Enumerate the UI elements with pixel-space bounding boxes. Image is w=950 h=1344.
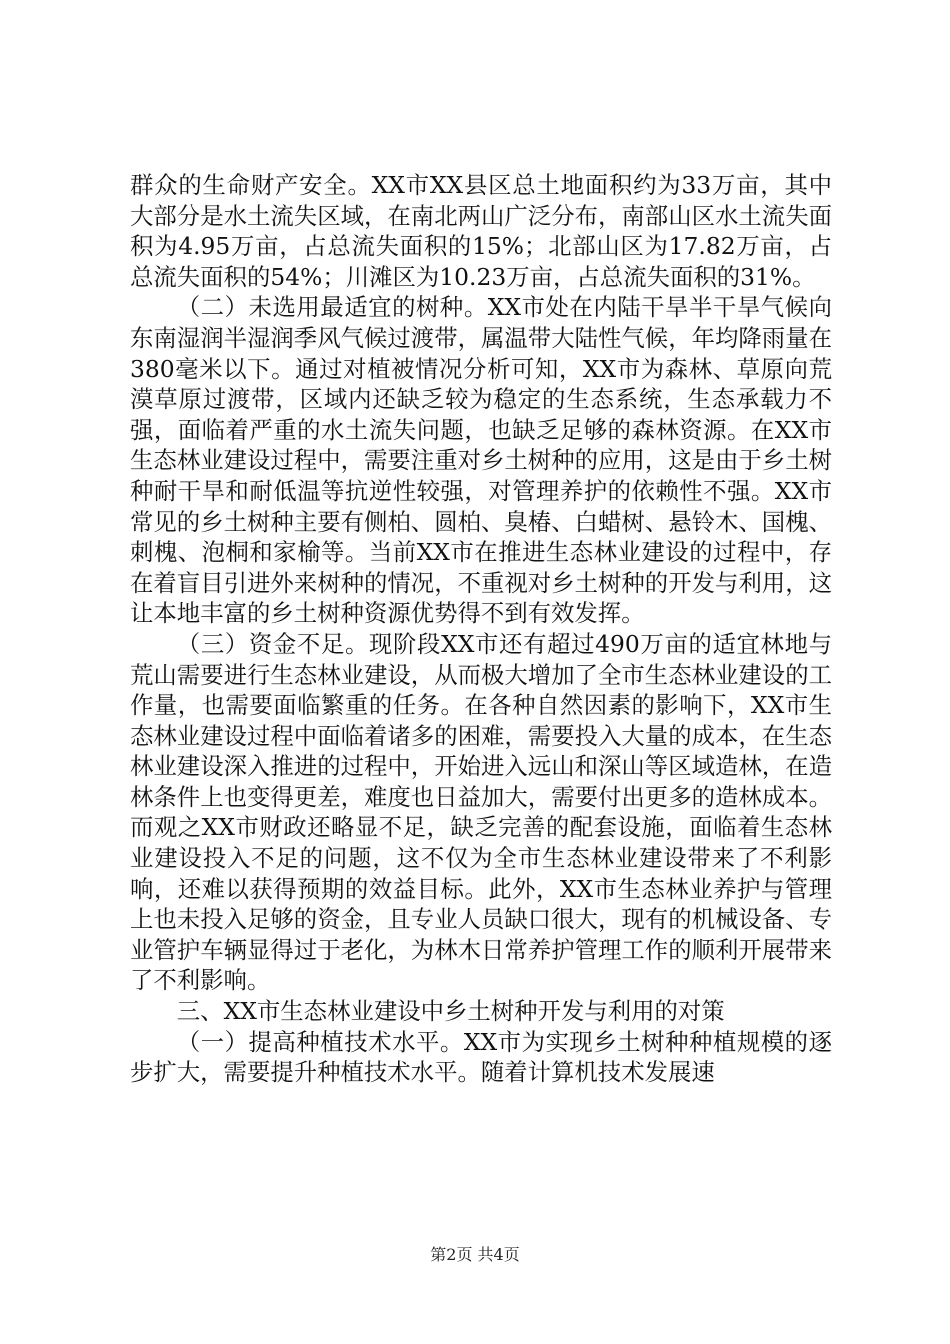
paragraph-tree-species: （二）未选用最适宜的树种。XX市处在内陆干旱半干旱气候向东南湿润半湿润季风气候过渡带，属温带大陆性气候，年均降雨量在380毫米以下。通过对植被情况分析可知，XX市为森林、草原向荒漠草原过渡带，区域内还缺乏较为稳定的生态系统，生态承载力不强，面临着严重的水土流失问题，也缺乏足够的森林资源。在XX市生态林业建设过程中，需要注重对乡土树种的应用，这是由于乡土树种耐干旱和耐低温等抗逆性较强，对管理养护的依赖性不强。XX市常见的乡土树种主要有侧柏、圆柏、臭椿、白蜡树、悬铃木、国槐、刺槐、泡桐和家榆等。当前XX市在推进生态林业建设的过程中，存在着盲目引进外来树种的情况，不重视对乡土树种的开发与利用，这让本地丰富的乡土树种资源优势得不到有效发挥。 (130, 293, 832, 628)
paragraph-planting-technology: （一）提高种植技术水平。XX市为实现乡土树种种植规模的逐步扩大，需要提升种植技术水平。随着计算机技术发展速 (130, 1027, 832, 1087)
section-heading-countermeasures: 三、XX市生态林业建设中乡土树种开发与利用的对策 (176, 997, 725, 1026)
page-footer (0, 1245, 950, 1265)
paragraph-soil-erosion: 群众的生命财产安全。XX市XX县区总土地面积约为33万亩，其中大部分是水土流失区域，在南北两山广泛分布，南部山区水土流失面积为4.95万亩，占总流失面积的15%；北部山区为17.82万亩，占总流失面积的54%；川滩区为10.23万亩，占总流失面积的31%。 (130, 171, 832, 291)
paragraph-funding: （三）资金不足。现阶段XX市还有超过490万亩的适宜林地与荒山需要进行生态林业建设，从而极大增加了全市生态林业建设的工作量，也需要面临繁重的任务。在各种自然因素的影响下，XX市生态林业建设过程中面临着诸多的困难，需要投入大量的成本，在生态林业建设深入推进的过程中，开始进入远山和深山等区域造林，在造林条件上也变得更差，难度也日益加大，需要付出更多的造林成本。而观之XX市财政还略显不足，缺乏完善的配套设施，面临着生态林业建设投入不足的问题，这不仅为全市生态林业建设带来了不利影响，还难以获得预期的效益目标。此外，XX市生态林业养护与管理上也未投入足够的资金，且专业人员缺口很大，现有的机械设备、专业管护车辆显得过于老化，为林木日常养护管理工作的顺利开展带来了不利影响。 (130, 629, 832, 995)
page-number: 第2页 共4页 (430, 1245, 520, 1264)
body-text (130, 170, 832, 1088)
